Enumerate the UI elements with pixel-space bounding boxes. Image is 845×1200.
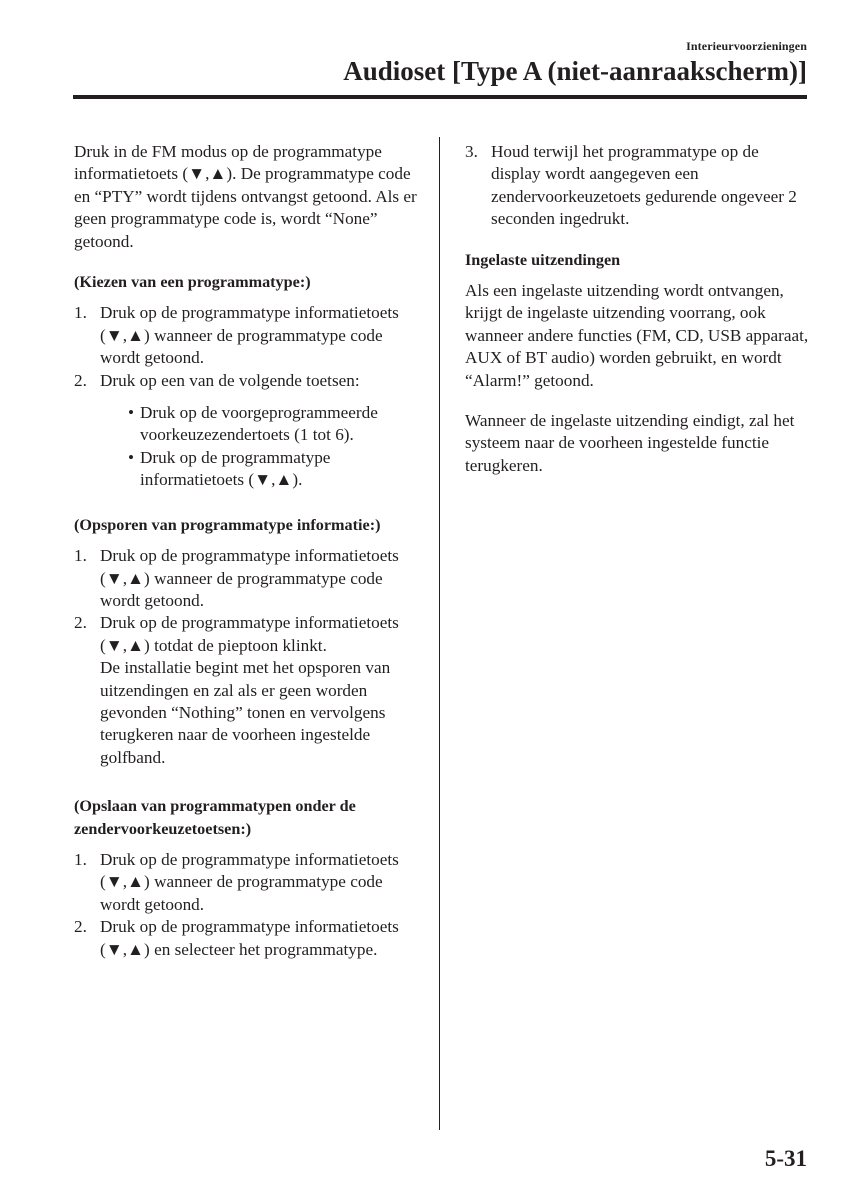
step-extra-text: De installatie begint met het opsporen van uitzendingen en zal als er geen worden gevonden “Nothing” tonen en vervolgens terugkeren naar de voorheen ingestelde golfband.	[100, 658, 391, 767]
bullet-list	[100, 402, 424, 492]
title-rule	[73, 95, 807, 99]
page-title: Audioset [Type A (niet-aanraakscherm)]	[343, 56, 807, 86]
steps-list	[465, 141, 810, 231]
step-number: 2.	[74, 370, 87, 390]
step-item	[74, 370, 424, 492]
left-column	[74, 141, 424, 983]
step-number: 1.	[74, 546, 87, 566]
step-item	[74, 545, 424, 612]
step-text: Druk op de programmatype informatietoets (▼,▲) totdat de pieptoon klinkt.	[100, 613, 399, 655]
bullet-item	[126, 447, 424, 492]
step-text: Druk op de programmatype informatietoets (▼,▲) en selecteer het programmatype.	[100, 917, 399, 959]
step-text: Houd terwijl het programmatype op de display wordt aangegeven een zendervoorkeuzetoets gedurende ongeveer 2 seconden ingedrukt.	[491, 142, 797, 229]
step-text: Druk op de programmatype informatietoets (▼,▲) wanneer de programmatype code wordt getoond.	[100, 849, 399, 914]
column-divider	[439, 137, 440, 1130]
intro-paragraph: Druk in de FM modus op de programmatype informatietoets (▼,▲). De programmatype code en “PTY” wordt tijdens ontvangst getoond. Als er geen programmatype code is, wordt “None” getoond.	[74, 142, 417, 251]
bullet-item	[126, 402, 424, 447]
page-number: 5-31	[764, 1146, 807, 1171]
step-number: 2.	[74, 613, 87, 633]
step-item	[465, 141, 810, 231]
step-item	[74, 302, 424, 369]
step-text: Druk op een van de volgende toetsen:	[100, 370, 360, 390]
steps-list	[74, 849, 424, 961]
step-text: Druk op de programmatype informatietoets (▼,▲) wanneer de programmatype code wordt getoond.	[100, 303, 399, 368]
section-label: Interieurvoorzieningen	[686, 39, 807, 53]
step-number: 1.	[74, 849, 87, 869]
step-number: 1.	[74, 303, 87, 323]
section-select-program-type	[74, 271, 424, 492]
bullet-dot: •	[128, 447, 135, 467]
step-item	[74, 612, 424, 769]
bullet-text: Druk op de voorgeprogrammeerde voorkeuzezendertoets (1 tot 6).	[140, 403, 378, 445]
right-column	[465, 141, 810, 495]
steps-list	[74, 302, 424, 491]
section-heading: (Opslaan van programmatypen onder de zendervoorkeuzetoetsen:)	[74, 797, 356, 838]
step-item	[74, 916, 424, 961]
interrupt-end-paragraph: Wanneer de ingelaste uitzending eindigt, zal het systeem naar de voorheen ingestelde functie terugkeren.	[465, 411, 795, 475]
section-store-program-type	[74, 795, 424, 961]
section-heading: (Kiezen van een programmatype:)	[74, 273, 311, 292]
step-item	[74, 849, 424, 916]
interrupt-paragraph: Als een ingelaste uitzending wordt ontvangen, krijgt de ingelaste uitzending voorrang, ook wanneer andere functies (FM, CD, USB apparaat, AUX of BT audio) worden gebruikt, en wordt “Alarm!” getoond.	[465, 281, 809, 390]
bullet-dot: •	[128, 403, 135, 423]
section-search-program-type	[74, 514, 424, 769]
section-heading: (Opsporen van programmatype informatie:)	[74, 515, 381, 534]
steps-list	[74, 545, 424, 769]
step-number: 2.	[74, 917, 87, 937]
step-text: Druk op de programmatype informatietoets (▼,▲) wanneer de programmatype code wordt getoond.	[100, 546, 399, 610]
section-heading: Ingelaste uitzendingen	[465, 250, 621, 269]
step-number: 3.	[465, 142, 478, 161]
bullet-text: Druk op de programmatype informatietoets (▼,▲).	[140, 447, 331, 490]
